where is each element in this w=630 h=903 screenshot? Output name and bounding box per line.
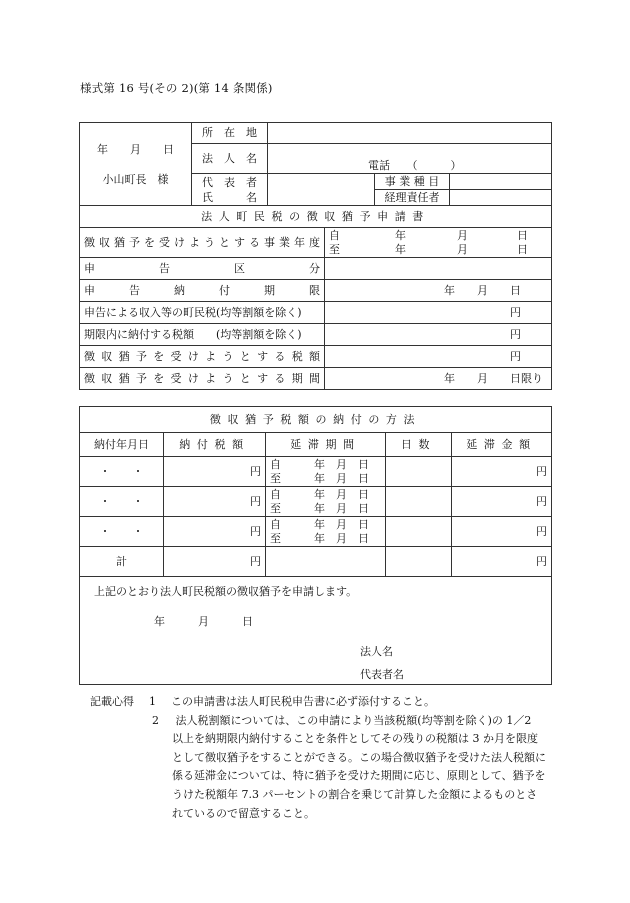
days[interactable] bbox=[386, 517, 452, 547]
note-2-line-3: として徴収猶予をすることができる。この場合徴収猶予を受けた法人税額に bbox=[172, 750, 546, 764]
business-type-label: 事 業 種 目 bbox=[375, 174, 450, 190]
payment-date[interactable]: ・ ・ bbox=[80, 517, 164, 547]
deferral-amount-value[interactable]: 円 bbox=[325, 346, 552, 368]
filing-type-value[interactable] bbox=[325, 258, 552, 280]
year-label: 年 bbox=[395, 242, 406, 256]
business-type-value[interactable] bbox=[450, 174, 552, 190]
delay-period[interactable] bbox=[266, 517, 386, 547]
from-line: 自 年 月 日 bbox=[270, 517, 369, 531]
penalty-amount[interactable]: 円 bbox=[452, 457, 552, 487]
application-table bbox=[79, 122, 552, 390]
payment-heading: 徴収猶予税額の納付の方法 bbox=[80, 407, 552, 433]
note-2-number: 2 bbox=[152, 713, 159, 727]
accounting-officer-value[interactable] bbox=[450, 190, 552, 206]
to-label: 至 bbox=[329, 242, 340, 256]
total-label: 計 bbox=[80, 547, 164, 577]
payment-table bbox=[79, 406, 552, 685]
tax-by-return-value[interactable]: 円 bbox=[325, 302, 552, 324]
payment-date[interactable]: ・ ・ bbox=[80, 487, 164, 517]
to-line: 至 年 月 日 bbox=[270, 501, 369, 515]
payment-date[interactable]: ・ ・ bbox=[80, 457, 164, 487]
applicant-date-block bbox=[80, 123, 192, 206]
penalty-amount[interactable]: 円 bbox=[452, 517, 552, 547]
total-row bbox=[80, 547, 552, 577]
to-line: 至 年 月 日 bbox=[270, 471, 369, 485]
penalty-amount[interactable]: 円 bbox=[452, 487, 552, 517]
representative-sign-label: 代表者名 bbox=[360, 668, 404, 681]
year-label: 年 bbox=[395, 228, 406, 242]
col-payment-tax: 納付税額 bbox=[164, 433, 266, 457]
tax-by-return-label: 申告による収入等の町民税(均等割額を除く) bbox=[80, 302, 325, 324]
to-line: 至 年 月 日 bbox=[270, 531, 369, 545]
address-label: 所 在 地 bbox=[192, 123, 268, 144]
total-period bbox=[266, 547, 386, 577]
representative-label-1: 代 表 者 bbox=[202, 175, 257, 189]
day-label: 日 bbox=[517, 242, 528, 256]
delay-period[interactable] bbox=[266, 487, 386, 517]
from-line: 自 年 月 日 bbox=[270, 457, 369, 471]
fiscal-year-label: 徴収猶予を受けようとする事業年度 bbox=[80, 228, 325, 258]
month-label: 月 bbox=[457, 228, 468, 242]
note-2 bbox=[90, 712, 560, 731]
request-heading: 法人町民税の徴収猶予申請書 bbox=[80, 206, 552, 228]
payment-tax[interactable]: 円 bbox=[164, 457, 266, 487]
representative-label-2: 氏 名 bbox=[202, 190, 257, 204]
note-2-line-6: れているので留意すること。 bbox=[172, 806, 315, 820]
table-row bbox=[80, 517, 552, 547]
representative-label bbox=[192, 174, 268, 206]
addressee: 小山町長 様 bbox=[102, 173, 169, 186]
accounting-officer-label: 経理責任者 bbox=[375, 190, 450, 206]
declaration-block bbox=[80, 577, 552, 685]
notes-heading: 記載心得 bbox=[90, 695, 134, 708]
payment-tax[interactable]: 円 bbox=[164, 517, 266, 547]
tax-in-period-value[interactable]: 円 bbox=[325, 324, 552, 346]
deferral-period-label: 徴収猶予を受けようとする期間 bbox=[80, 368, 325, 390]
filing-deadline-label: 申告納付期限 bbox=[80, 280, 325, 302]
filing-type-label: 申告区分 bbox=[80, 258, 325, 280]
note-2-line-1: 法人税割額については、この申請により当該税額(均等割を除く)の 1／2 bbox=[175, 713, 532, 727]
address-value[interactable] bbox=[268, 123, 552, 144]
payment-tax[interactable]: 円 bbox=[164, 487, 266, 517]
deferral-amount-label: 徴収猶予を受けようとする税額 bbox=[80, 346, 325, 368]
note-2-line-2: 以上を納期限内納付することを条件としてその残りの税額は 3 か月を限度 bbox=[172, 732, 538, 746]
note-2-line-4: 係る延滞金については、特に猶予を受けた期間に応じ、原則として、猶予を bbox=[172, 769, 546, 783]
col-penalty: 延滞金額 bbox=[452, 433, 552, 457]
corporation-name-label: 法 人 名 bbox=[192, 144, 268, 174]
declaration-date[interactable]: 年 月 日 bbox=[154, 615, 253, 628]
total-days bbox=[386, 547, 452, 577]
col-days: 日数 bbox=[386, 433, 452, 457]
note-1-text: この申請書は法人町民税申告書に必ず添付すること。 bbox=[171, 695, 435, 708]
note-2-line-5: うけた税額年 7.3 パーセントの割合を乗じて計算した金額によるものとさ bbox=[172, 787, 538, 801]
corporation-name-sign-label: 法人名 bbox=[360, 645, 393, 658]
application-date: 年 月 日 bbox=[97, 143, 174, 156]
month-label: 月 bbox=[457, 242, 468, 256]
tax-in-period-label: 期限内に納付する税額 (均等割額を除く) bbox=[80, 324, 325, 346]
phone-label: 電話 （ ） bbox=[368, 158, 462, 172]
notes bbox=[90, 693, 560, 823]
fiscal-year-value[interactable] bbox=[325, 228, 552, 258]
col-payment-date: 納付年月日 bbox=[80, 433, 164, 457]
deferral-period-value[interactable]: 年 月 日限り bbox=[325, 368, 552, 390]
day-label: 日 bbox=[517, 228, 528, 242]
delay-period[interactable] bbox=[266, 457, 386, 487]
filing-deadline-value[interactable]: 年 月 日 bbox=[325, 280, 552, 302]
total-penalty[interactable]: 円 bbox=[452, 547, 552, 577]
total-tax[interactable]: 円 bbox=[164, 547, 266, 577]
form-number: 様式第 16 号(その 2)(第 14 条関係) bbox=[80, 81, 273, 95]
from-label: 自 bbox=[329, 228, 340, 242]
declaration-text: 上記のとおり法人町民税額の徴収猶予を申請します。 bbox=[94, 585, 358, 598]
col-delay-period: 延滞期間 bbox=[266, 433, 386, 457]
days[interactable] bbox=[386, 487, 452, 517]
note-1-number: 1 bbox=[149, 695, 156, 708]
table-row bbox=[80, 457, 552, 487]
from-line: 自 年 月 日 bbox=[270, 487, 369, 501]
corporation-name-value[interactable] bbox=[268, 144, 552, 174]
representative-value[interactable] bbox=[268, 174, 375, 206]
days[interactable] bbox=[386, 457, 452, 487]
note-1 bbox=[90, 693, 560, 712]
table-row bbox=[80, 487, 552, 517]
